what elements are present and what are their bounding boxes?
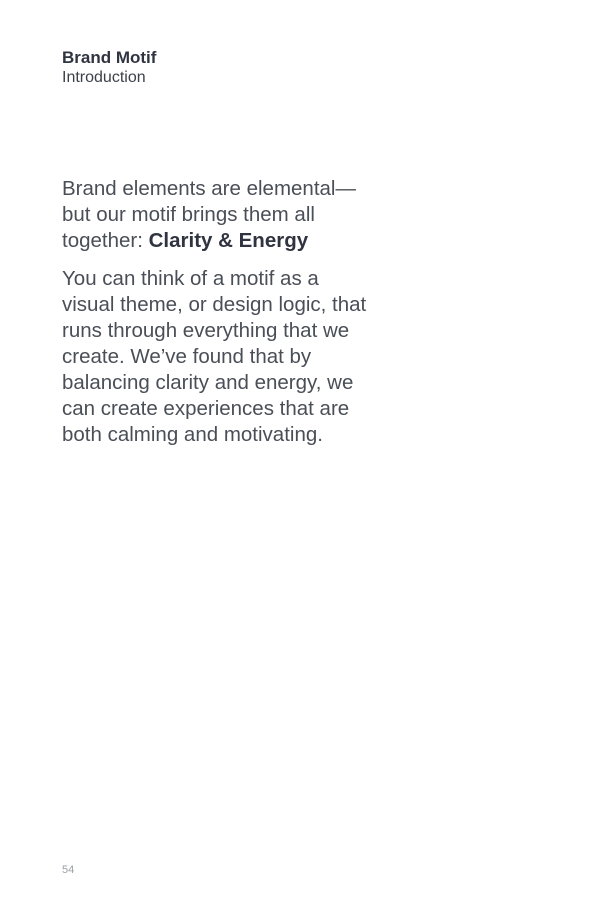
body-paragraph: You can think of a motif as a visual theme, or design logic, that runs through everything that we create. We’ve found that by balancing clarity and energy, we can create experiences that are both calming and motivating.: [62, 267, 367, 446]
section-title: Brand Motif: [62, 48, 157, 67]
page-number: 54: [62, 864, 75, 876]
page-header: [62, 48, 156, 88]
main-content: [62, 176, 372, 448]
intro-lead-text: Brand elements are elemental— but our motif brings them all together:: [62, 177, 356, 252]
intro-highlight-text: Clarity & Energy: [148, 229, 309, 252]
section-subtitle: Introduction: [62, 69, 146, 86]
intro-paragraph: [62, 176, 372, 254]
